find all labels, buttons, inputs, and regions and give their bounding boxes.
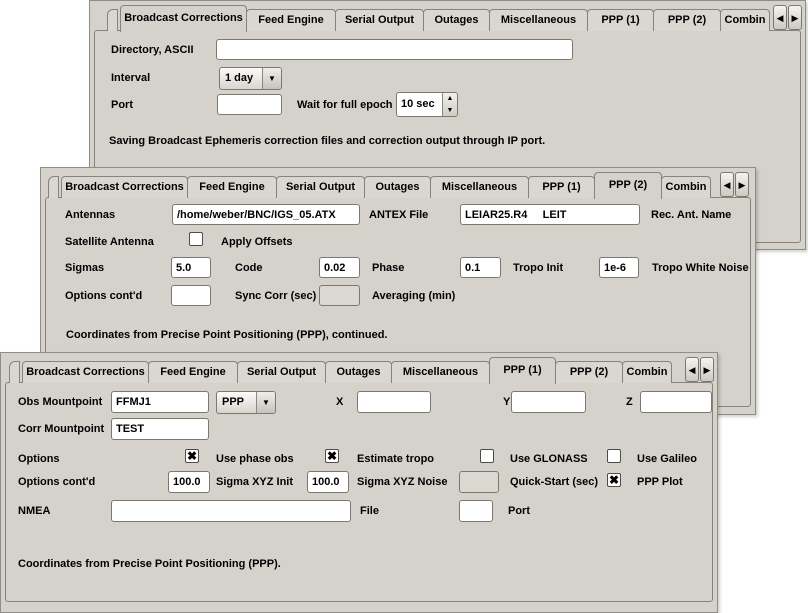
spin-down-icon[interactable]: ▼ xyxy=(446,106,454,114)
averaging-input-disabled xyxy=(319,285,360,306)
obs-mountpoint-input[interactable] xyxy=(111,391,209,413)
quick-start-input-disabled xyxy=(459,471,499,493)
tab-ppp-2[interactable]: PPP (2) xyxy=(555,361,623,383)
broadcast-status-text: Saving Broadcast Ephemeris correction files and correction output through IP port. xyxy=(109,135,546,147)
quick-start-label: Quick-Start (sec) xyxy=(510,476,599,488)
satellite-antenna-label: Satellite Antenna xyxy=(65,236,154,248)
tab-outages[interactable]: Outages xyxy=(325,361,392,383)
chevron-down-icon[interactable]: ▼ xyxy=(262,68,281,89)
sigma-xyz-init-input[interactable] xyxy=(168,471,210,493)
options-contd-label: Options cont'd xyxy=(65,290,143,302)
sync-corr-label: Sync Corr (sec) xyxy=(235,290,317,302)
mode-select[interactable] xyxy=(216,391,276,414)
use-phase-obs-label: Use phase obs xyxy=(216,453,294,465)
tab-outages[interactable]: Outages xyxy=(423,9,490,31)
use-phase-obs-checkbox[interactable]: ✖ xyxy=(186,449,198,463)
tab-miscellaneous[interactable]: Miscellaneous xyxy=(489,9,588,31)
tab-ppp-1[interactable]: PPP (1) xyxy=(489,357,556,384)
port-input[interactable] xyxy=(217,94,282,115)
sigmas-input[interactable] xyxy=(171,257,211,278)
satellite-antenna-checkbox[interactable] xyxy=(189,232,203,246)
tab-serial-output[interactable]: Serial Output xyxy=(237,361,326,383)
interval-selected-value: 1 day xyxy=(225,72,254,84)
ppp2-status-text: Coordinates from Precise Point Positioning (PPP), continued. xyxy=(66,329,388,341)
use-galileo-label: Use Galileo xyxy=(637,453,697,465)
apply-offsets-label: Apply Offsets xyxy=(221,236,293,248)
ppp1-content xyxy=(1,353,717,612)
phase-label: Phase xyxy=(372,262,405,274)
estimate-tropo-checkbox[interactable]: ✖ xyxy=(326,449,338,463)
port-label: Port xyxy=(111,99,133,111)
sigmas-label: Sigmas xyxy=(65,262,105,274)
file-label: File xyxy=(360,505,379,517)
interval-label: Interval xyxy=(111,72,151,84)
wait-epoch-label: Wait for full epoch xyxy=(297,99,393,111)
options-contd-label: Options cont'd xyxy=(18,476,96,488)
directory-ascii-label: Directory, ASCII xyxy=(111,44,194,56)
rec-ant-name-label: Rec. Ant. Name xyxy=(651,209,732,221)
corr-mountpoint-input[interactable] xyxy=(111,418,209,440)
tab-ppp-2[interactable]: PPP (2) xyxy=(653,9,721,31)
tropo-init-label: Tropo Init xyxy=(513,262,564,274)
tab-broadcast-corrections[interactable]: Broadcast Corrections xyxy=(61,176,188,198)
sigma-xyz-noise-input[interactable] xyxy=(307,471,349,493)
tab-miscellaneous[interactable]: Miscellaneous xyxy=(430,176,529,198)
tab-feed-engine[interactable]: Feed Engine xyxy=(148,361,238,383)
nmea-label: NMEA xyxy=(18,505,51,517)
tab-broadcast-corrections[interactable]: Broadcast Corrections xyxy=(120,5,247,32)
tab-scroll-left-icon[interactable]: ◀ xyxy=(720,172,734,197)
tab-scroll-right-icon[interactable]: ▶ xyxy=(700,357,714,382)
corr-mountpoint-label: Corr Mountpoint xyxy=(18,423,105,435)
interval-select[interactable] xyxy=(219,67,282,90)
estimate-tropo-label: Estimate tropo xyxy=(357,453,435,465)
tab-feed-engine[interactable]: Feed Engine xyxy=(187,176,277,198)
averaging-label: Averaging (min) xyxy=(372,290,456,302)
wait-epoch-spinner[interactable] xyxy=(396,92,458,117)
ppp-plot-checkbox[interactable]: ✖ xyxy=(608,473,620,487)
nmea-file-input[interactable] xyxy=(111,500,351,522)
z-input[interactable] xyxy=(640,391,712,413)
use-glonass-checkbox[interactable] xyxy=(480,449,494,463)
x-input[interactable] xyxy=(357,391,431,413)
tab-combination[interactable]: Combin xyxy=(661,176,711,198)
ppp1-status-text: Coordinates from Precise Point Positioning (PPP). xyxy=(18,558,281,570)
tropo-white-noise-label: Tropo White Noise xyxy=(652,262,749,274)
tab-serial-output[interactable]: Serial Output xyxy=(276,176,365,198)
tab-feed-engine[interactable]: Feed Engine xyxy=(246,9,336,31)
use-glonass-label: Use GLONASS xyxy=(510,453,588,465)
spin-up-icon[interactable]: ▲ xyxy=(446,95,454,102)
tropo-init-input[interactable] xyxy=(599,257,639,278)
tab-scroll-right-icon[interactable]: ▶ xyxy=(735,172,749,197)
wait-epoch-value: 10 sec xyxy=(401,98,435,110)
x-label: X xyxy=(336,396,344,408)
mode-selected-value: PPP xyxy=(222,396,245,408)
tab-serial-output[interactable]: Serial Output xyxy=(335,9,424,31)
z-label: Z xyxy=(626,396,633,408)
sigma-xyz-noise-label: Sigma XYZ Noise xyxy=(357,476,448,488)
window-ppp-1 xyxy=(0,352,718,613)
phase-input[interactable] xyxy=(460,257,501,278)
tab-scroll-left-icon[interactable]: ◀ xyxy=(773,5,787,30)
antennas-label: Antennas xyxy=(65,209,116,221)
chevron-down-icon[interactable]: ▼ xyxy=(256,392,275,413)
code-label: Code xyxy=(235,262,263,274)
tab-ppp-1[interactable]: PPP (1) xyxy=(587,9,654,31)
tab-outages[interactable]: Outages xyxy=(364,176,431,198)
y-input[interactable] xyxy=(511,391,586,413)
tab-scroll-left-icon[interactable]: ◀ xyxy=(685,357,699,382)
code-input[interactable] xyxy=(319,257,360,278)
tab-ppp-2[interactable]: PPP (2) xyxy=(594,172,662,199)
sigma-xyz-init-label: Sigma XYZ Init xyxy=(216,476,294,488)
tab-miscellaneous[interactable]: Miscellaneous xyxy=(391,361,490,383)
nmea-port-input[interactable] xyxy=(459,500,493,522)
directory-ascii-input[interactable] xyxy=(216,39,573,60)
y-label: Y xyxy=(503,396,511,408)
antex-file-input[interactable] xyxy=(460,204,640,225)
options-label: Options xyxy=(18,453,60,465)
tab-combination[interactable]: Combin xyxy=(622,361,672,383)
tab-combination[interactable]: Combin xyxy=(720,9,770,31)
tab-broadcast-corrections[interactable]: Broadcast Corrections xyxy=(22,361,149,383)
tab-ppp-1[interactable]: PPP (1) xyxy=(528,176,595,198)
obs-mountpoint-label: Obs Mountpoint xyxy=(18,396,103,408)
use-galileo-checkbox[interactable] xyxy=(607,449,621,463)
port-label: Port xyxy=(508,505,530,517)
tab-scroll-right-icon[interactable]: ▶ xyxy=(788,5,802,30)
antex-file-label: ANTEX File xyxy=(369,209,429,221)
antennas-input[interactable] xyxy=(172,204,360,225)
options-contd-input[interactable] xyxy=(171,285,211,306)
ppp-plot-label: PPP Plot xyxy=(637,476,683,488)
